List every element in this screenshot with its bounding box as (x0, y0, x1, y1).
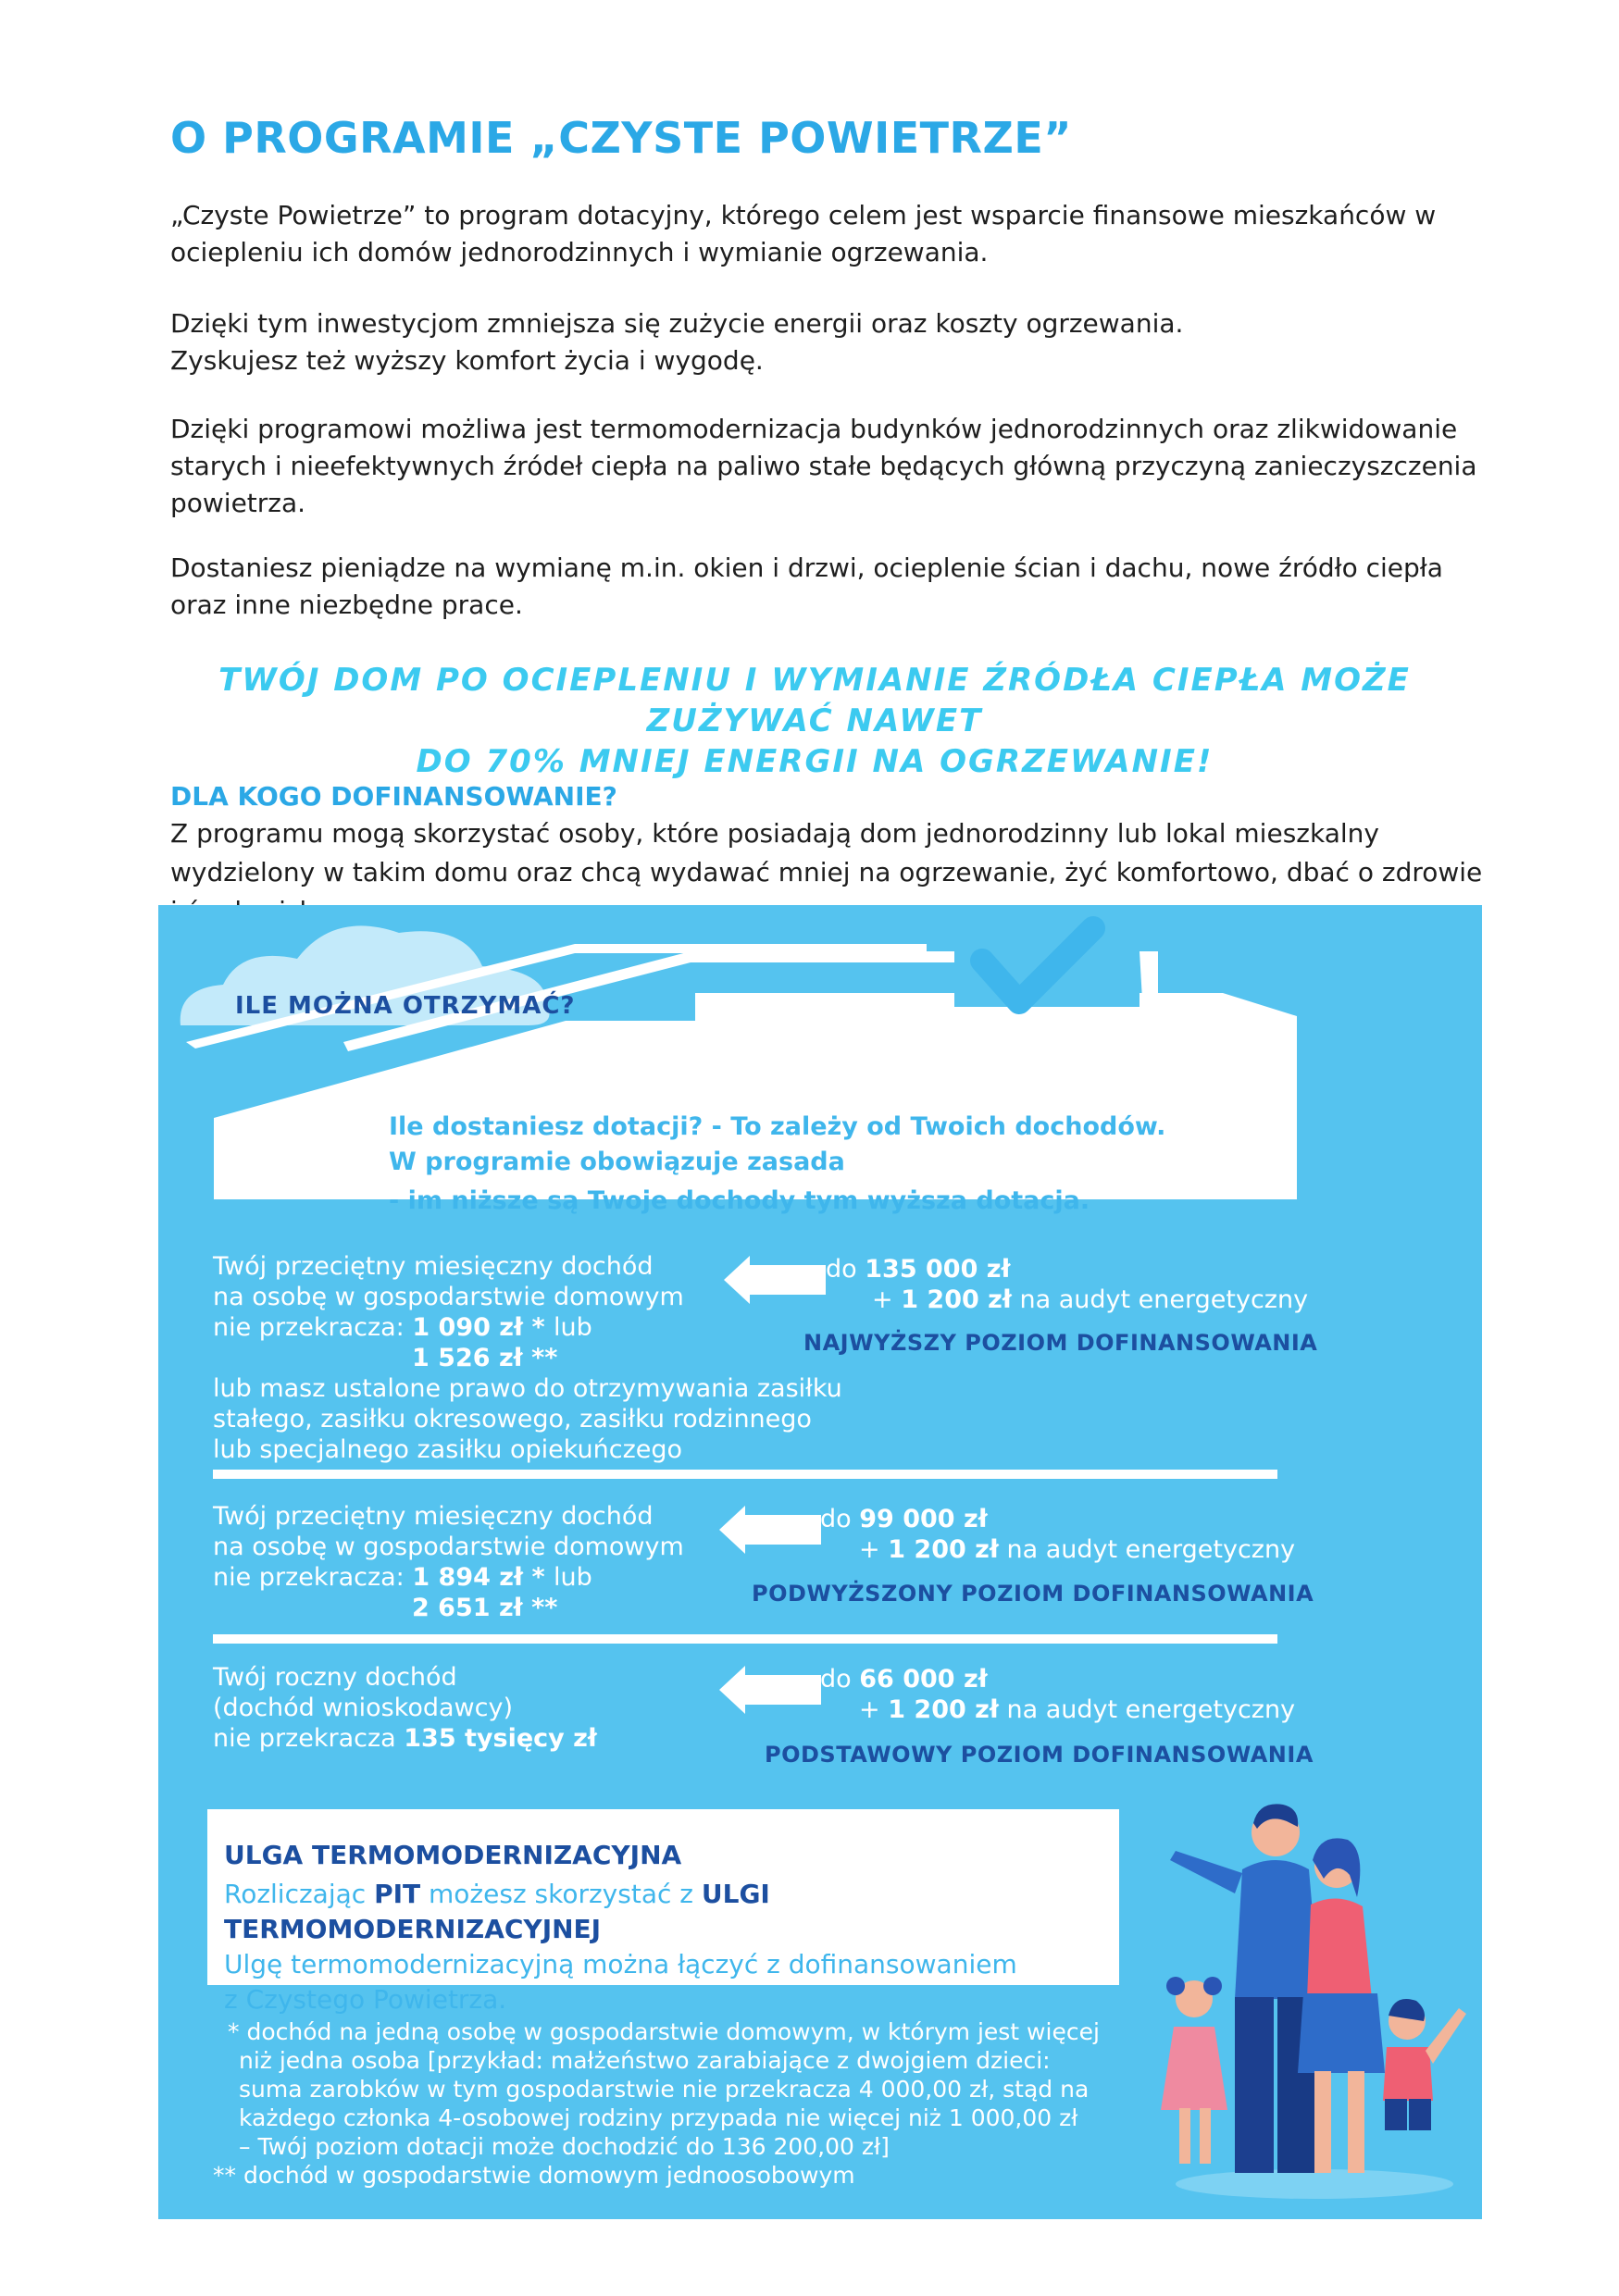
tier3-audit-post: na audyt energetyczny (998, 1695, 1296, 1724)
tier3-amount-line (820, 1664, 1295, 1694)
tier2-amount-value: 99 000 zł (859, 1505, 988, 1533)
who-text: Z programu mogą skorzystać osoby, które posiadają dom jednorodzinny lub lokal mieszkalny wydzielony w takim domu oraz chcą wydawać mniej na ogrzewanie, żyć komfortowo, dbać o zdrowie (170, 818, 1483, 887)
arrow-left-icon (724, 1256, 826, 1304)
tier1-line-7: lub specjalnego zasiłku opiekuńczego (213, 1435, 683, 1464)
tier3-criteria (213, 1662, 597, 1754)
tier2-line-3c: lub (553, 1563, 592, 1592)
ulga-relief-name: ULGI TERMOMODERNIZACYJNEJ (224, 1879, 770, 1944)
tier3-amount-value: 66 000 zł (859, 1665, 988, 1694)
house-line-2: W programie obowiązuje zasada (389, 1148, 845, 1176)
tier2-line-3a: nie przekracza: (213, 1563, 413, 1592)
tier2-line-2: na osobę w gospodarstwie domowym (213, 1533, 684, 1561)
tier3-amount-pre: do (820, 1665, 860, 1694)
tier1-amount-pre: do (826, 1255, 866, 1284)
tier1-line-5: lub masz ustalone prawo do otrzymywania zasiłku (213, 1374, 842, 1403)
tier1-amount (826, 1254, 1308, 1315)
tier2-line-1: Twój przeciętny miesięczny dochód (213, 1502, 654, 1531)
tier2-audit-line (820, 1534, 1295, 1565)
tier1-line-1: Twój przeciętny miesięczny dochód (213, 1252, 654, 1281)
arrow-left-icon (719, 1666, 821, 1714)
tier1-audit-post: na audyt energetyczny (1011, 1285, 1309, 1314)
tier1-line-4 (213, 1343, 842, 1373)
footnote-1-line-3: suma zarobków w tym gospodarstwie nie przekracza 4 000,00 zł, stąd na (239, 2076, 1090, 2103)
tier3-line-1: Twój roczny dochód (213, 1663, 457, 1692)
tier1-line-3c: lub (553, 1313, 592, 1342)
tier3-audit-line (820, 1694, 1295, 1725)
tier2-audit-value: 1 200 zł (888, 1535, 999, 1564)
arrow-left-icon (719, 1506, 821, 1554)
footnotes (213, 2017, 1166, 2190)
tier2-line-4 (213, 1593, 684, 1623)
family-illustration-icon (1139, 1795, 1481, 2203)
footnote-2: ** dochód w gospodarstwie domowym jednoosobowym (213, 2162, 855, 2189)
intro-paragraph-2a: Dzięki tym inwestycjom zmniejsza się zużycie energii oraz koszty ogrzewania. (170, 308, 1184, 339)
tier1-line-2: na osobę w gospodarstwie domowym (213, 1283, 684, 1311)
tier2-amount (820, 1504, 1295, 1565)
footnote-1-line-2: niż jedna osoba [przykład: małżeństwo zarabiające z dwojgiem dzieci: (239, 2047, 1051, 2074)
slogan (148, 660, 1481, 782)
tier1-level: NAJWYŻSZY POZIOM DOFINANSOWANIA (803, 1330, 1318, 1356)
intro-paragraph-2b: Zyskujesz też wyższy komfort życia i wygodę. (170, 345, 764, 376)
tier2-line-3 (213, 1562, 684, 1593)
house-line-3: - im niższe są Twoje dochody tym wyższa dotacja. (389, 1186, 1090, 1215)
ulga-line-1c: możesz skorzystać z (420, 1879, 702, 1909)
tier1-limit-1: 1 090 zł * (412, 1313, 554, 1342)
tier3-level: PODSTAWOWY POZIOM DOFINANSOWANIA (765, 1742, 1314, 1768)
tier2-amount-pre: do (820, 1505, 860, 1533)
footnote-1-line-4: każdego członka 4-osobowej rodziny przypada nie więcej niż 1 000,00 zł (239, 2104, 1078, 2131)
intro-paragraph-4: Dostaniesz pieniądze na wymianę m.in. okien i drzwi, ocieplenie ścian i dachu, nowe źródło ciepła oraz inne niezbędne prace. (170, 552, 1443, 620)
intro-paragraph-1: „Czyste Powietrze” to program dotacyjny, którego celem jest wsparcie finansowe mieszkańców w ociepleniu ich domów jednorodzinnych i wymianie ogrzewania. (170, 200, 1437, 267)
tier3-line-2: (dochód wnioskodawcy) (213, 1694, 513, 1722)
page-title: O PROGRAMIE „CZYSTE POWIETRZE” (170, 113, 1072, 163)
tier1-audit-line (826, 1285, 1308, 1315)
tier3-audit-value: 1 200 zł (888, 1695, 999, 1724)
tier2-audit-post: na audyt energetyczny (998, 1535, 1296, 1564)
tier1-line-3 (213, 1312, 842, 1343)
slogan-line-2: DO 70% MNIEJ ENERGII NA OGRZEWANIE! (416, 743, 1214, 780)
tier2-audit-pre: + (859, 1535, 889, 1564)
who-title: DLA KOGO DOFINANSOWANIE? (170, 781, 617, 812)
ulga-text (224, 1877, 1113, 2017)
ulga-line-1 (224, 1877, 1113, 1947)
tier-divider-2 (213, 1634, 1277, 1644)
tier1-audit-pre: + (872, 1285, 902, 1314)
ulga-pit: PIT (374, 1879, 421, 1909)
tier-divider-1 (213, 1470, 1277, 1479)
tier1-line-3a: nie przekracza: (213, 1313, 413, 1342)
tier2-amount-line (820, 1504, 1295, 1534)
footnote-1-line-1: * dochód na jedną osobę w gospodarstwie domowym, w którym jest więcej (228, 2018, 1100, 2045)
tier3-amount (820, 1664, 1295, 1725)
tier2-limit-2: 2 651 zł ** (412, 1594, 558, 1622)
tier2-level: PODWYŻSZONY POZIOM DOFINANSOWANIA (752, 1581, 1314, 1607)
tier3-line-3a: nie przekracza (213, 1724, 405, 1753)
intro-paragraph-2 (170, 305, 1485, 379)
ulga-line-3: z Czystego Powietrza. (224, 1984, 507, 2015)
tier3-line-3 (213, 1723, 597, 1754)
house-line-1: Ile dostaniesz dotacji? - To zależy od Twoich dochodów. (389, 1112, 1166, 1141)
tier1-amount-value: 135 000 zł (865, 1255, 1011, 1284)
slogan-line-1: TWÓJ DOM PO OCIEPLENIU I WYMIANIE ŹRÓDŁA CIEPŁA MOŻE ZUŻYWAĆ NAWET (218, 662, 1411, 739)
tier1-amount-line (826, 1254, 1308, 1285)
intro-paragraph-3: Dzięki programowi możliwa jest termomodernizacja budynków jednorodzinnych oraz zlikwidowanie starych i nieefektywnych źródeł ciepła na paliwo stałe będących główną przyczyną zanieczyszczenia powietrza. (170, 414, 1477, 518)
ulga-line-1a: Rozliczając (224, 1879, 375, 1909)
tier3-audit-pre: + (859, 1695, 889, 1724)
cloud-label: ILE MOŻNA OTRZYMAĆ? (235, 992, 576, 1020)
tier1-audit-value: 1 200 zł (901, 1285, 1012, 1314)
tier1-limit-2: 1 526 zł ** (412, 1344, 558, 1372)
ulga-line-2: Ulgę termomodernizacyjną można łączyć z dofinansowaniem (224, 1949, 1017, 1980)
footnote-1-line-5: – Twój poziom dotacji może dochodzić do 136 200,00 zł] (239, 2133, 890, 2160)
tier2-limit-1: 1 894 zł * (412, 1563, 554, 1592)
ulga-title: ULGA TERMOMODERNIZACYJNA (224, 1840, 682, 1870)
tier2-criteria (213, 1501, 684, 1623)
tier3-limit: 135 tysięcy zł (404, 1724, 597, 1753)
tier1-line-6: stałego, zasiłku okresowego, zasiłku rodzinnego (213, 1405, 812, 1433)
